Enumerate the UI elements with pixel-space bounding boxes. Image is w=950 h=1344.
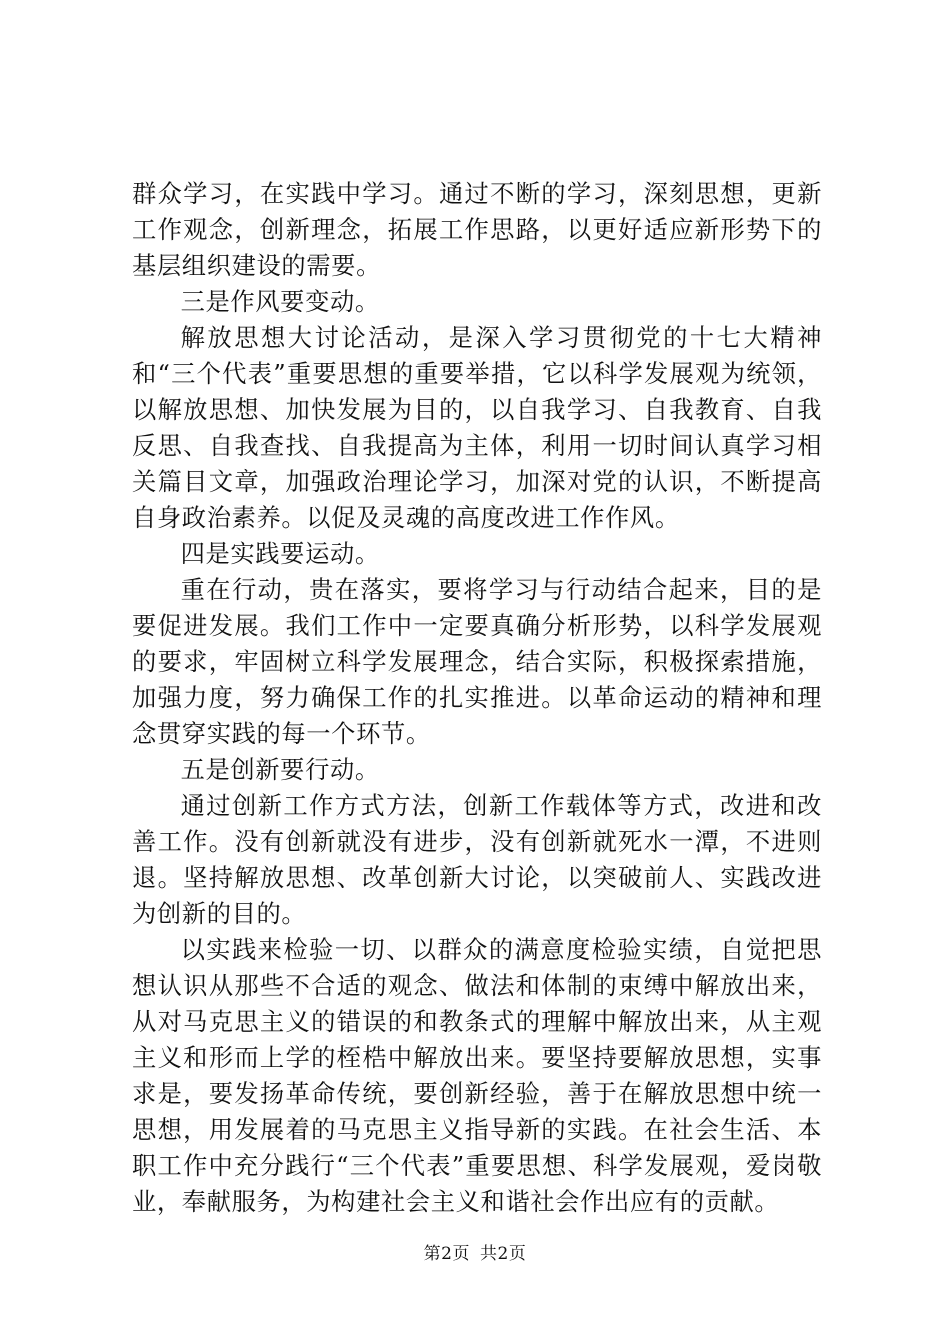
heading-item-four: 四是实践要运动。: [180, 539, 380, 568]
paragraph-practice: 重在行动，贵在落实，要将学习与行动结合起来，目的是要促进发展。我们工作中一定要真确分析形势，以科学发展观的要求，牢固树立科学发展理念，结合实际，积极探索措施，加强力度，努力确保工作的扎实推进。以革命运动的精神和理念贯穿实践的每一个环节。: [132, 575, 822, 748]
paragraph-conclusion: 以实践来检验一切、以群众的满意度检验实绩，自觉把思想认识从那些不合适的观念、做法和体制的束缚中解放出来，从对马克思主义的错误的和教条式的理解中解放出来，从主观主义和形而上学的桎梏中解放出来。要坚持要解放思想，实事求是，要发扬革命传统，要创新经验，善于在解放思想中统一思想，用发展着的马克思主义指导新的实践。在社会生活、本职工作中充分践行“三个代表”重要思想、科学发展观，爱岗敬业，奉献服务，为构建社会主义和谐社会作出应有的贡献。: [132, 935, 822, 1216]
paragraph-innovation: 通过创新工作方式方法，创新工作载体等方式，改进和改善工作。没有创新就没有进步，没有创新就死水一潭，不进则退。坚持解放思想、改革创新大讨论，以突破前人、实践改进为创新的目的。: [132, 791, 822, 928]
paragraph-style: 解放思想大讨论活动，是深入学习贯彻党的十七大精神和“三个代表”重要思想的重要举措，它以科学发展观为统领，以解放思想、加快发展为目的，以自我学习、自我教育、自我反思、自我查找、自我提高为主体，利用一切时间认真学习相关篇目文章，加强政治理论学习，加深对党的认识，不断提高自身政治素养。以促及灵魂的高度改进工作作风。: [132, 323, 822, 532]
heading-item-three: 三是作风要变动。: [180, 287, 380, 316]
paragraph-continuation: 群众学习，在实践中学习。通过不断的学习，深刻思想，更新工作观念，创新理念，拓展工作思路，以更好适应新形势下的基层组织建设的需要。: [132, 179, 822, 280]
page-footer: [0, 1243, 950, 1265]
page-number: 第2页: [423, 1244, 470, 1264]
page-total: 共2页: [480, 1244, 527, 1264]
document-body: [132, 176, 822, 1220]
heading-item-five: 五是创新要行动。: [180, 755, 380, 784]
